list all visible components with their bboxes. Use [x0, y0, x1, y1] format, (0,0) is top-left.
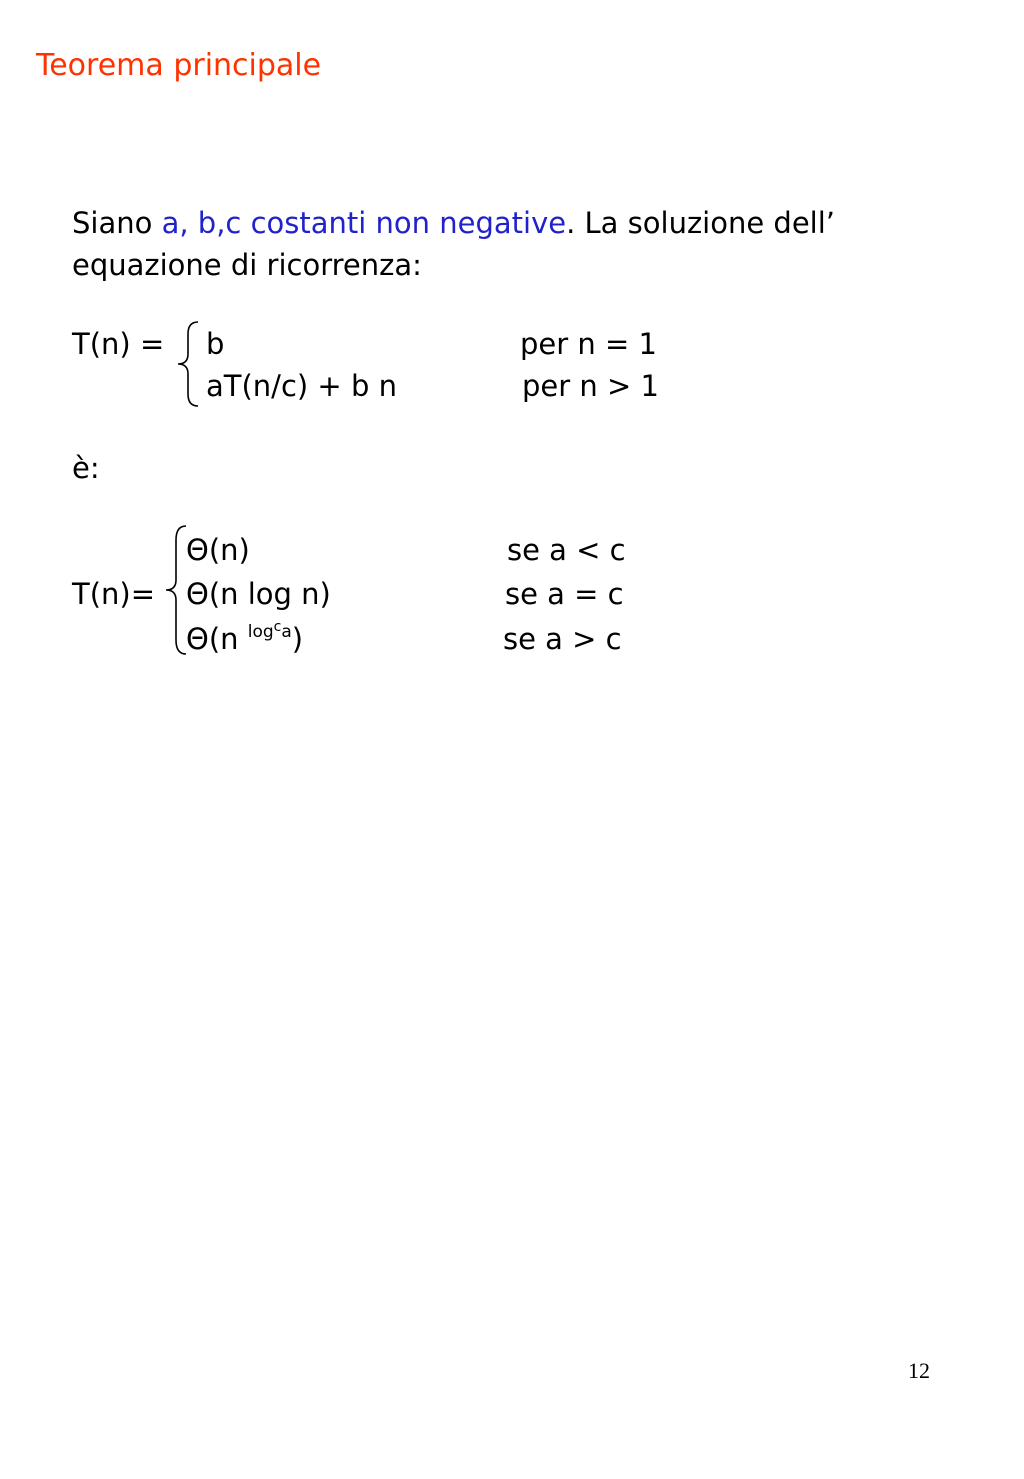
exponent-arg: a — [281, 622, 292, 642]
solution-case-1-expr: Θ(n) — [186, 533, 250, 567]
solution-case-1-condition: se a < c — [507, 533, 626, 567]
recurrence-brace — [176, 320, 202, 408]
recurrence-case-1-condition: per n = 1 — [520, 327, 657, 361]
case-3-exponent — [247, 619, 292, 642]
exponent-log: log — [247, 622, 274, 642]
statement-line-2: equazione di ricorrenza: — [72, 248, 422, 282]
statement-line-1 — [72, 202, 835, 244]
recurrence-case-2-expr: aT(n/c) + b n — [206, 369, 397, 403]
solution-case-2-expr: Θ(n log n) — [186, 577, 331, 611]
exponent-base: c — [273, 619, 282, 635]
recurrence-lhs: T(n) = — [72, 327, 165, 361]
connector-text: è: — [72, 451, 100, 485]
constants-highlight: a, b,c costanti non negative — [161, 206, 567, 240]
page-number: 12 — [908, 1358, 930, 1383]
slide-title: Teorema principale — [36, 48, 322, 83]
solution-case-3-condition: se a > c — [503, 622, 622, 656]
statement-prefix: Siano — [72, 206, 162, 240]
solution-case-2-condition: se a = c — [505, 577, 624, 611]
recurrence-case-1-expr: b — [206, 327, 225, 361]
solution-lhs: T(n)= — [72, 577, 156, 611]
solution-case-3-expr — [186, 619, 304, 662]
case-3-expr-close: ) — [291, 622, 304, 656]
recurrence-case-2-condition: per n > 1 — [522, 369, 659, 403]
case-3-expr-open: Θ(n — [186, 622, 248, 656]
theorem-statement — [72, 202, 835, 286]
statement-suffix: . La soluzione dell’ — [566, 206, 836, 240]
